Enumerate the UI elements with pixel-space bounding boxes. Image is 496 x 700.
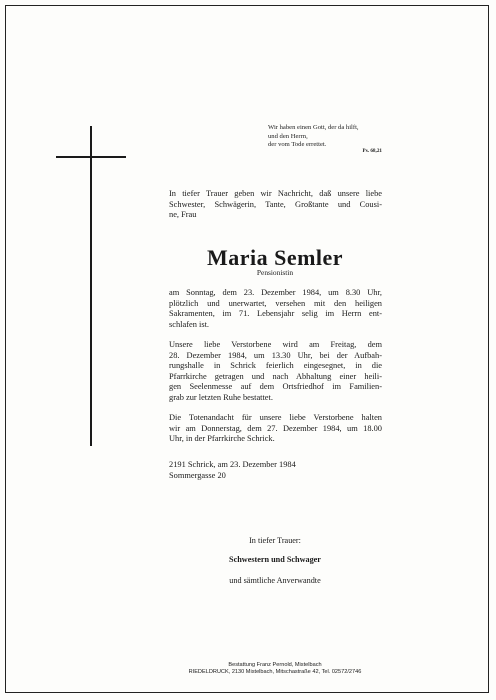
death-notice-paragraph	[169, 288, 382, 330]
intro-line: In tiefer Trauer geben wir Nachricht, daß unsere liebe	[169, 189, 382, 198]
intro-line: ne, Frau	[169, 210, 197, 220]
psalm-quote	[268, 124, 388, 150]
memorial-line: Uhr, in der Pfarrkirche Schrick.	[169, 434, 275, 444]
mourners-relatives: und sämtliche Anverwandte	[229, 576, 321, 585]
death-notice-line: Sakramenten, im 71. Lebensjahr selig im Herrn ent-	[169, 309, 382, 319]
death-notice-line: schlafen ist.	[169, 319, 210, 329]
funeral-line: 28. Dezember 1984, um 13.30 Uhr, bei der Aufbah-	[169, 350, 382, 360]
mourners-heading: In tiefer Trauer:	[249, 536, 301, 545]
intro-paragraph	[169, 189, 382, 221]
cross-vertical-bar	[90, 126, 92, 446]
memorial-line: Die Totenandacht für unsere liebe Verstorbene halten	[169, 413, 382, 422]
psalm-line: der vom Tode errettet.	[268, 141, 327, 149]
funeral-line: gen Seelenmesse auf dem Ortsfriedhof im Familien-	[169, 382, 382, 392]
psalm-line: Wir haben einen Gott, der da hilft,	[268, 124, 359, 131]
memorial-line: wir am Donnerstag, dem 27. Dezember 1984, um 18.00	[169, 423, 382, 433]
death-notice-line: am Sonntag, dem 23. Dezember 1984, um 8.30 Uhr,	[169, 288, 382, 297]
deceased-name: Maria Semler	[206, 245, 344, 270]
footer-funeral-home: Bestattung Franz Pernold, Mistelbach	[228, 662, 322, 668]
funeral-line: grab zur letzten Ruhe bestattet.	[169, 392, 273, 402]
funeral-line: Unsere liebe Verstorbene wird am Freitag, dem	[169, 340, 382, 349]
funeral-paragraph	[169, 340, 382, 404]
footer-printer: RIEDELDRUCK, 2130 Mistelbach, Mitschastraße 42, Tel. 02572/2746	[188, 669, 362, 675]
psalm-reference: Ps. 68,21	[362, 148, 382, 154]
address-line: Sommergasse 20	[169, 470, 226, 480]
place-date	[169, 460, 382, 481]
mourners-family: Schwestern und Schwager	[229, 555, 321, 564]
intro-line: Schwester, Schwägerin, Tante, Großtante und Cousi-	[169, 199, 382, 209]
deceased-occupation: Pensionistin	[256, 268, 294, 277]
psalm-line: und den Herrn,	[268, 132, 308, 140]
death-notice-line: plötzlich und unerwartet, versehen mit den heiligen	[169, 298, 382, 308]
place-date-line: 2191 Schrick, am 23. Dezember 1984	[169, 460, 296, 469]
funeral-line: Pfarrkirche getragen und nach Abhaltung einer heili-	[169, 371, 382, 381]
cross-horizontal-bar	[56, 156, 126, 158]
memorial-paragraph	[169, 413, 382, 445]
funeral-line: rungshalle in Schrick feierlich eingesegnet, in die	[169, 361, 382, 371]
